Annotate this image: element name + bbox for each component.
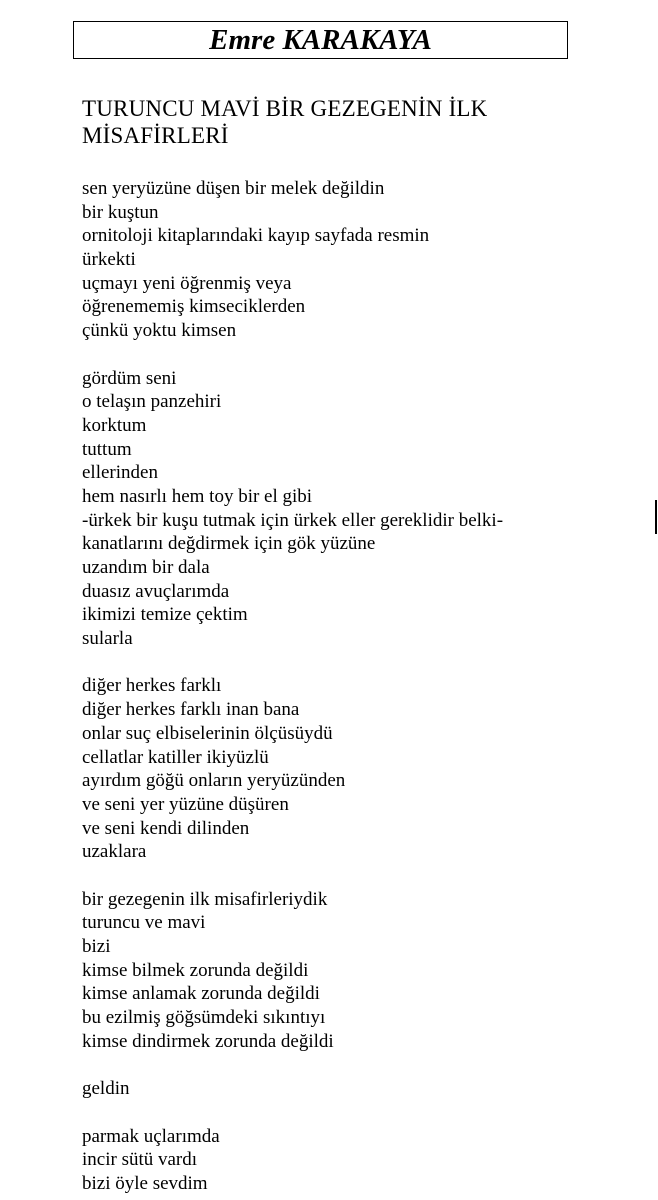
poem-line: bir gezegenin ilk misafirleriydik	[82, 888, 328, 910]
poem-title	[82, 95, 552, 149]
stanza	[82, 1077, 642, 1101]
poem-line: ayırdım göğü onların yeryüzünden	[82, 770, 346, 792]
poem-line: duasız avuçlarımda	[82, 580, 230, 602]
poem-line: kimse anlamak zorunda değildi	[82, 983, 320, 1005]
poem-line: diğer herkes farklı	[82, 675, 222, 697]
stanza	[82, 888, 642, 1054]
poem-line: -ürkek bir kuşu tutmak için ürkek eller gereklidir belki-	[82, 509, 504, 531]
poem-line: parmak uçlarımda	[82, 1125, 220, 1147]
poem-line: hem nasırlı hem toy bir el gibi	[82, 485, 313, 507]
stanza	[82, 1125, 642, 1196]
poem-line: ürkekti	[82, 249, 136, 271]
stanza-gap	[82, 651, 642, 675]
poem-line: sularla	[82, 628, 133, 650]
stanza	[82, 367, 642, 651]
stanza-gap	[82, 1101, 642, 1125]
stanza	[82, 674, 642, 864]
poem-line: onlar suç elbiselerinin ölçüsüydü	[82, 722, 333, 744]
poem-line: ornitoloji kitaplarındaki kayıp sayfada resmin	[82, 225, 430, 247]
poem-line: öğrenememiş kimseciklerden	[82, 296, 306, 318]
poem-line: kimse dindirmek zorunda değildi	[82, 1030, 334, 1052]
poem-line: bir kuştun	[82, 201, 159, 223]
stanza-gap	[82, 343, 642, 367]
poem-body	[82, 177, 642, 1196]
poem-title-line: TURUNCU MAVİ BİR GEZEGENİN İLK	[82, 96, 488, 121]
author-name: Emre KARAKAYA	[209, 24, 432, 56]
poem-line: o telaşın panzehiri	[82, 391, 222, 413]
poem-line: tuttum	[82, 438, 132, 460]
stanza-gap	[82, 1053, 642, 1077]
poem-line: turuncu ve mavi	[82, 912, 206, 934]
poem-line: uçmayı yeni öğrenmiş veya	[82, 272, 292, 294]
poem-line: ikimizi temize çektim	[82, 604, 248, 626]
poem-line: incir sütü vardı	[82, 1149, 198, 1171]
stanza-gap	[82, 864, 642, 888]
poem-line: diğer herkes farklı inan bana	[82, 699, 300, 721]
poem-line: gördüm seni	[82, 367, 177, 389]
poem-line: geldin	[82, 1078, 130, 1100]
author-header-box	[73, 21, 568, 59]
poem-line: bizi öyle sevdim	[82, 1172, 208, 1194]
poem-line: sen yeryüzüne düşen bir melek değildin	[82, 178, 385, 199]
poem-line: bu ezilmiş göğsümdeki sıkıntıyı	[82, 1007, 326, 1029]
poem-line: uzaklara	[82, 841, 147, 863]
poem-line: çünkü yoktu kimsen	[82, 320, 237, 342]
stanza	[82, 177, 642, 343]
poem-line: ve seni yer yüzüne düşüren	[82, 793, 289, 815]
poem-title-line: MİSAFİRLERİ	[82, 123, 229, 148]
poem-line: kimse bilmek zorunda değildi	[82, 959, 309, 981]
poem-line: korktum	[82, 414, 147, 436]
poem-line: uzandım bir dala	[82, 557, 210, 578]
poem-line: ve seni kendi dilinden	[82, 817, 250, 839]
poem-line: kanatlarını değdirmek için gök yüzüne	[82, 533, 376, 555]
page-edge-mark	[655, 500, 657, 534]
poem-line: cellatlar katiller ikiyüzlü	[82, 746, 269, 768]
poem-line: ellerinden	[82, 462, 158, 484]
poem-line: bizi	[82, 936, 111, 957]
